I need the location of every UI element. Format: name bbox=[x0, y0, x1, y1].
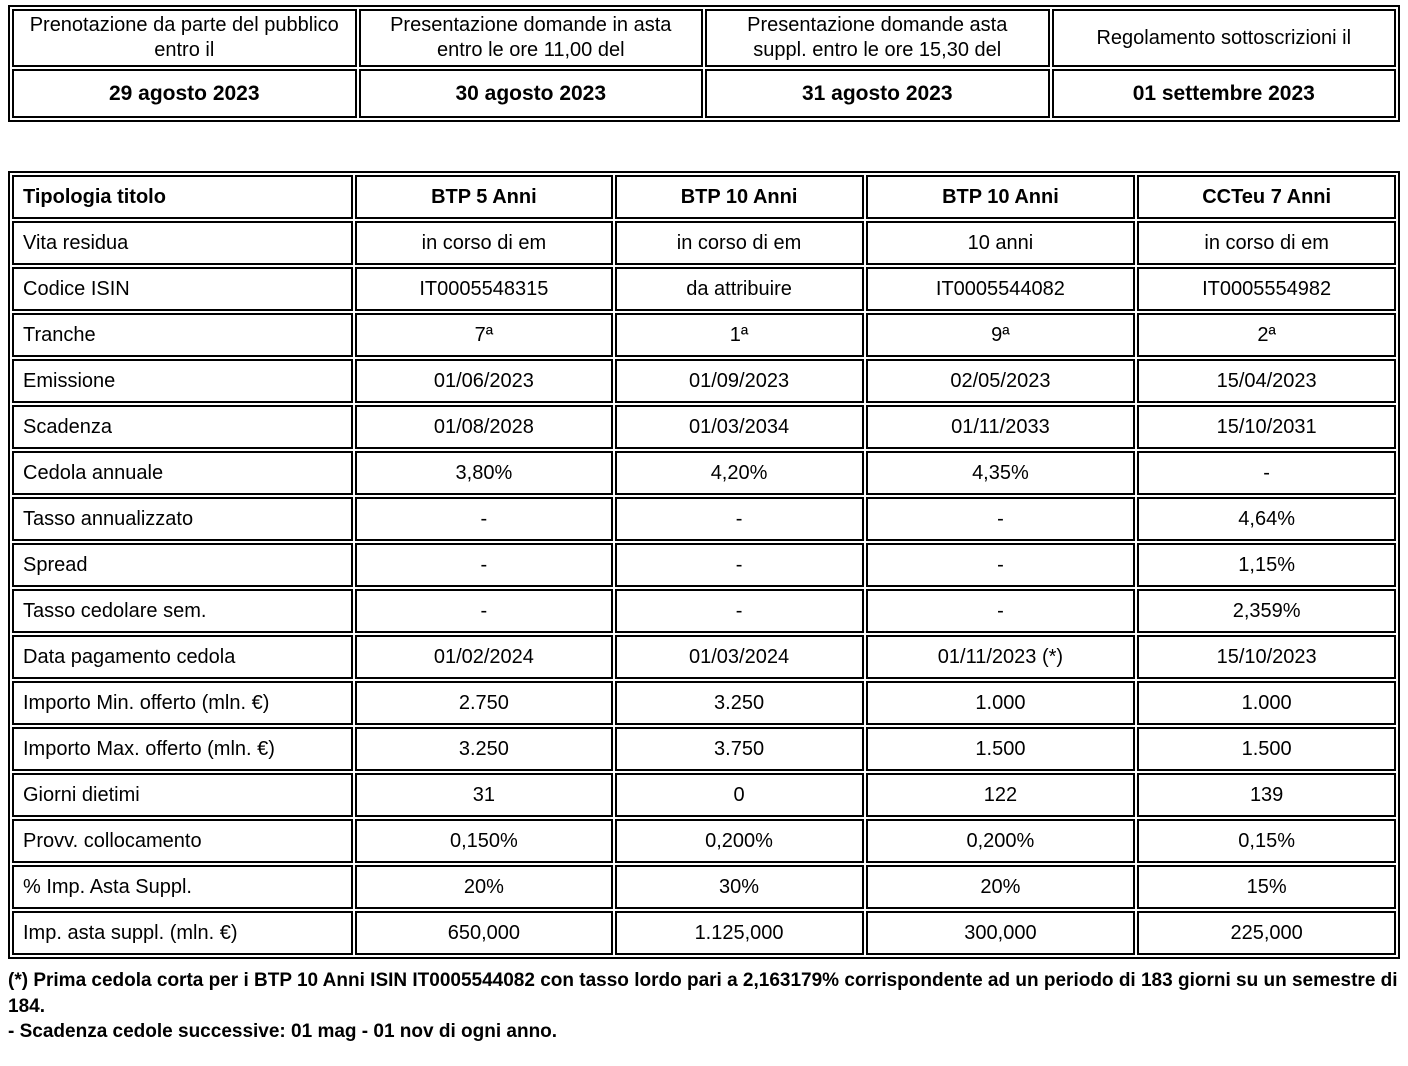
cell-value: 01/08/2028 bbox=[355, 405, 612, 449]
cell-value: 02/05/2023 bbox=[866, 359, 1136, 403]
auction-schedule-table bbox=[8, 5, 1400, 122]
schedule-date-domande-asta: 30 agosto 2023 bbox=[359, 69, 704, 118]
cell-value: in corso di em bbox=[615, 221, 864, 265]
schedule-header-asta-suppl: Presentazione domande asta suppl. entro le ore 15,30 del bbox=[705, 9, 1050, 67]
cell-value: IT0005554982 bbox=[1137, 267, 1396, 311]
table-row-imp-asta-suppl bbox=[12, 911, 1396, 955]
cell-value: 15% bbox=[1137, 865, 1396, 909]
row-label: Vita residua bbox=[12, 221, 353, 265]
schedule-header-domande-asta: Presentazione domande in asta entro le ore 11,00 del bbox=[359, 9, 704, 67]
row-label: Provv. collocamento bbox=[12, 819, 353, 863]
row-label: Tasso cedolare sem. bbox=[12, 589, 353, 633]
cell-ccteu7-title: CCTeu 7 Anni bbox=[1137, 175, 1396, 219]
table-row-scadenza bbox=[12, 405, 1396, 449]
cell-value: in corso di em bbox=[1137, 221, 1396, 265]
table-row-codice-isin bbox=[12, 267, 1396, 311]
row-label: Tipologia titolo bbox=[12, 175, 353, 219]
row-label: Tranche bbox=[12, 313, 353, 357]
cell-value: 0,200% bbox=[615, 819, 864, 863]
table-row-cedola-annuale bbox=[12, 451, 1396, 495]
row-label: Scadenza bbox=[12, 405, 353, 449]
cell-value: 0,200% bbox=[866, 819, 1136, 863]
cell-value: 650,000 bbox=[355, 911, 612, 955]
cell-value: 15/10/2031 bbox=[1137, 405, 1396, 449]
bond-details-table bbox=[8, 171, 1400, 959]
cell-value: - bbox=[615, 589, 864, 633]
table-row-tasso-cedolare-sem bbox=[12, 589, 1396, 633]
footnote-first-coupon: (*) Prima cedola corta per i BTP 10 Anni ISIN IT0005544082 con tasso lordo pari a 2,163179% corrispondente ad un periodo di 183 giorni su un semestre di 184. bbox=[8, 970, 1398, 1017]
table-row-spread bbox=[12, 543, 1396, 587]
cell-value: 3,80% bbox=[355, 451, 612, 495]
table-row-tipologia bbox=[12, 175, 1396, 219]
cell-value: 01/02/2024 bbox=[355, 635, 612, 679]
cell-value: 15/04/2023 bbox=[1137, 359, 1396, 403]
footnote-coupon-schedule: - Scadenza cedole successive: 01 mag - 01 nov di ogni anno. bbox=[8, 1021, 558, 1043]
cell-value: 225,000 bbox=[1137, 911, 1396, 955]
schedule-date-row bbox=[12, 69, 1396, 118]
schedule-header-regolamento: Regolamento sottoscrizioni il bbox=[1052, 9, 1397, 67]
table-row-provv-collocamento bbox=[12, 819, 1396, 863]
schedule-date-regolamento: 01 settembre 2023 bbox=[1052, 69, 1397, 118]
cell-value: 1,15% bbox=[1137, 543, 1396, 587]
cell-value: 01/06/2023 bbox=[355, 359, 612, 403]
row-label: Emissione bbox=[12, 359, 353, 403]
cell-value: 4,35% bbox=[866, 451, 1136, 495]
footnotes bbox=[8, 968, 1400, 1045]
table-row-vita-residua bbox=[12, 221, 1396, 265]
cell-value: 1.500 bbox=[866, 727, 1136, 771]
cell-value: - bbox=[866, 497, 1136, 541]
row-label: Giorni dietimi bbox=[12, 773, 353, 817]
row-label: Spread bbox=[12, 543, 353, 587]
row-label: Importo Max. offerto (mln. €) bbox=[12, 727, 353, 771]
cell-value: 9ª bbox=[866, 313, 1136, 357]
cell-value: 2.750 bbox=[355, 681, 612, 725]
schedule-header-row bbox=[12, 9, 1396, 67]
cell-value: - bbox=[355, 497, 612, 541]
table-row-emissione bbox=[12, 359, 1396, 403]
cell-value: 0 bbox=[615, 773, 864, 817]
cell-value: 15/10/2023 bbox=[1137, 635, 1396, 679]
cell-btp10b-title: BTP 10 Anni bbox=[866, 175, 1136, 219]
cell-value: in corso di em bbox=[355, 221, 612, 265]
schedule-header-prenotazione: Prenotazione da parte del pubblico entro il bbox=[12, 9, 357, 67]
cell-value: IT0005548315 bbox=[355, 267, 612, 311]
cell-value: - bbox=[355, 589, 612, 633]
cell-value: 01/09/2023 bbox=[615, 359, 864, 403]
cell-value: 2ª bbox=[1137, 313, 1396, 357]
cell-value: 4,64% bbox=[1137, 497, 1396, 541]
table-row-importo-min-offerto bbox=[12, 681, 1396, 725]
cell-value: da attribuire bbox=[615, 267, 864, 311]
cell-value: 3.750 bbox=[615, 727, 864, 771]
cell-value: - bbox=[866, 543, 1136, 587]
cell-value: 20% bbox=[866, 865, 1136, 909]
cell-value: 01/11/2023 (*) bbox=[866, 635, 1136, 679]
table-row-perc-imp-asta-suppl bbox=[12, 865, 1396, 909]
cell-value: 1ª bbox=[615, 313, 864, 357]
cell-value: 139 bbox=[1137, 773, 1396, 817]
cell-value: - bbox=[355, 543, 612, 587]
row-label: Codice ISIN bbox=[12, 267, 353, 311]
table-row-giorni-dietimi bbox=[12, 773, 1396, 817]
cell-value: 1.500 bbox=[1137, 727, 1396, 771]
table-row-data-pagamento-cedola bbox=[12, 635, 1396, 679]
row-label: Cedola annuale bbox=[12, 451, 353, 495]
table-row-tasso-annualizzato bbox=[12, 497, 1396, 541]
cell-value: 01/03/2024 bbox=[615, 635, 864, 679]
cell-value: 0,150% bbox=[355, 819, 612, 863]
cell-value: 300,000 bbox=[866, 911, 1136, 955]
cell-value: 30% bbox=[615, 865, 864, 909]
cell-value: 1.125,000 bbox=[615, 911, 864, 955]
cell-value: 4,20% bbox=[615, 451, 864, 495]
row-label: % Imp. Asta Suppl. bbox=[12, 865, 353, 909]
schedule-date-prenotazione: 29 agosto 2023 bbox=[12, 69, 357, 118]
table-row-tranche bbox=[12, 313, 1396, 357]
cell-value: 1.000 bbox=[866, 681, 1136, 725]
row-label: Data pagamento cedola bbox=[12, 635, 353, 679]
cell-value: 7ª bbox=[355, 313, 612, 357]
cell-value: 01/03/2034 bbox=[615, 405, 864, 449]
cell-value: 31 bbox=[355, 773, 612, 817]
row-label: Imp. asta suppl. (mln. €) bbox=[12, 911, 353, 955]
schedule-date-asta-suppl: 31 agosto 2023 bbox=[705, 69, 1050, 118]
cell-value: IT0005544082 bbox=[866, 267, 1136, 311]
cell-value: 3.250 bbox=[355, 727, 612, 771]
cell-value: 1.000 bbox=[1137, 681, 1396, 725]
cell-value: 20% bbox=[355, 865, 612, 909]
row-label: Tasso annualizzato bbox=[12, 497, 353, 541]
cell-value: - bbox=[866, 589, 1136, 633]
row-label: Importo Min. offerto (mln. €) bbox=[12, 681, 353, 725]
cell-value: - bbox=[1137, 451, 1396, 495]
cell-value: 2,359% bbox=[1137, 589, 1396, 633]
cell-value: 122 bbox=[866, 773, 1136, 817]
table-row-importo-max-offerto bbox=[12, 727, 1396, 771]
cell-value: 10 anni bbox=[866, 221, 1136, 265]
cell-value: 0,15% bbox=[1137, 819, 1396, 863]
cell-value: 3.250 bbox=[615, 681, 864, 725]
cell-btp10a-title: BTP 10 Anni bbox=[615, 175, 864, 219]
cell-value: - bbox=[615, 543, 864, 587]
cell-btp5-title: BTP 5 Anni bbox=[355, 175, 612, 219]
cell-value: 01/11/2033 bbox=[866, 405, 1136, 449]
cell-value: - bbox=[615, 497, 864, 541]
